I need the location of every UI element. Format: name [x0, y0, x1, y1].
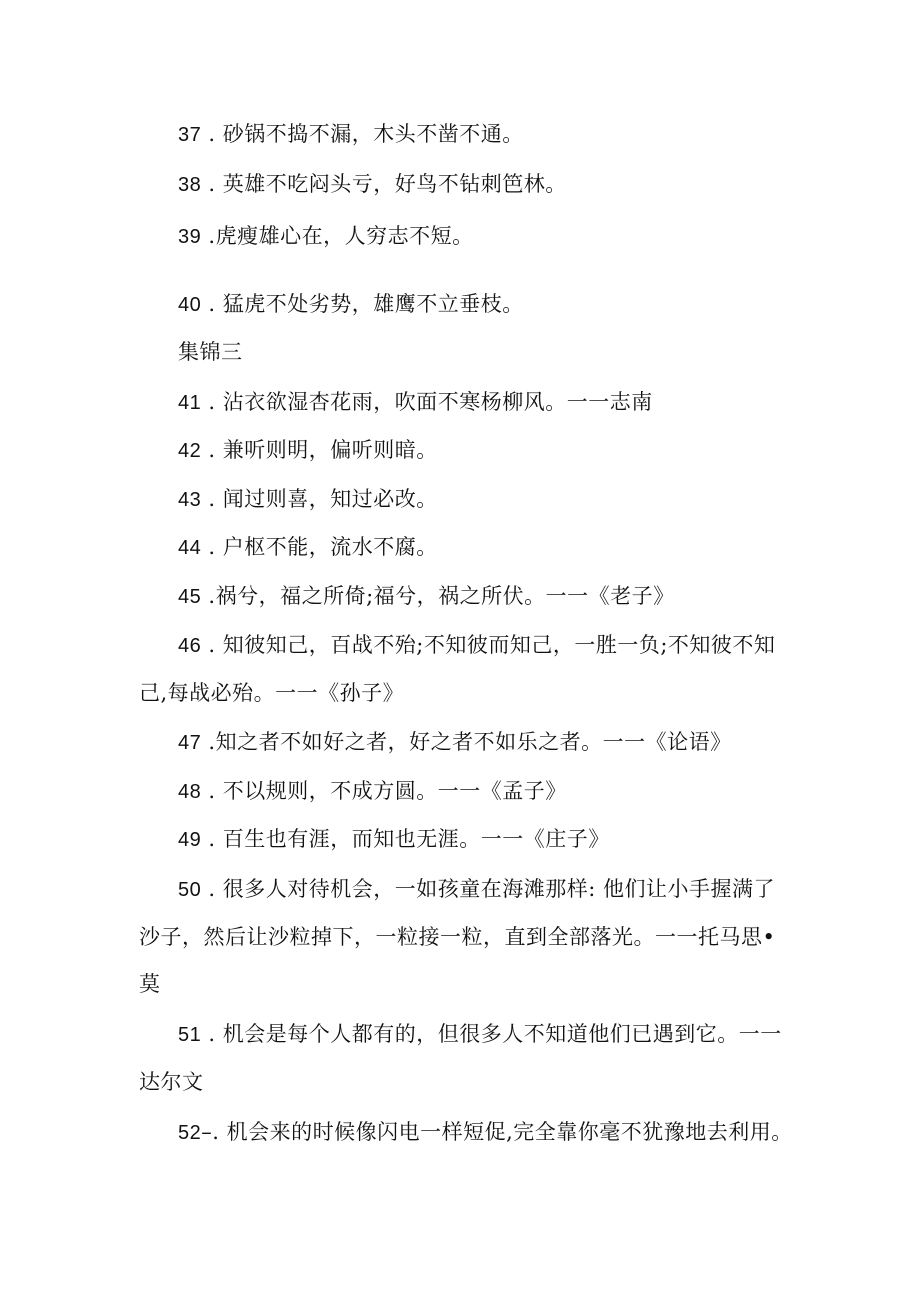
- quote-line: 48 . 不以规则，不成方圆。一一《孟子》: [178, 779, 567, 803]
- quote-line: 45 .祸兮，福之所倚;福兮，祸之所伏。一一《老子》: [178, 584, 675, 608]
- quote-line-continued: 达尔文: [139, 1070, 204, 1094]
- quote-line-continued: 沙子，然后让沙粒掉下，一粒接一粒，直到全部落光。一一托马思•: [139, 925, 776, 949]
- quote-line: 44 . 户枢不能，流水不腐。: [178, 535, 438, 559]
- quote-line: 49 . 百生也有涯，而知也无涯。一一《庄子》: [178, 827, 610, 851]
- quote-line: 42 . 兼听则明，偏听则暗。: [178, 438, 438, 462]
- quote-line: 37 . 砂锅不捣不漏，木头不凿不通。: [178, 122, 524, 146]
- quote-line: 47 .知之者不如好之者，好之者不如乐之者。一一《论语》: [178, 730, 732, 754]
- quote-line: 51 . 机会是每个人都有的，但很多人不知道他们已遇到它。一一: [178, 1022, 782, 1046]
- quote-line: 46 . 知彼知己，百战不殆;不知彼而知己，一胜一负;不知彼不知: [178, 633, 776, 657]
- quote-line: 43 . 闻过则喜，知过必改。: [178, 487, 438, 511]
- quote-line: 52–. 机会来的时候像闪电一样短促,完全靠你毫不犹豫地去利用。: [178, 1120, 793, 1144]
- section-heading: 集锦三: [178, 340, 243, 364]
- quote-line: 41 . 沾衣欲湿杏花雨，吹面不寒杨柳风。一一志南: [178, 390, 653, 414]
- quote-line: 50 . 很多人对待机会，一如孩童在海滩那样: 他们让小手握满了: [178, 877, 776, 901]
- quote-line: 39 .虎瘦雄心在，人穷志不短。: [178, 224, 474, 248]
- quote-line: 38 . 英雄不吃闷头亏，好鸟不钻刺笆林。: [178, 172, 567, 196]
- quote-line-continued: 己,每战必殆。一一《孙子》: [139, 681, 405, 705]
- quote-line: 40 . 猛虎不处劣势，雄鹰不立垂枝。: [178, 292, 524, 316]
- quote-line-continued: 莫: [139, 972, 161, 996]
